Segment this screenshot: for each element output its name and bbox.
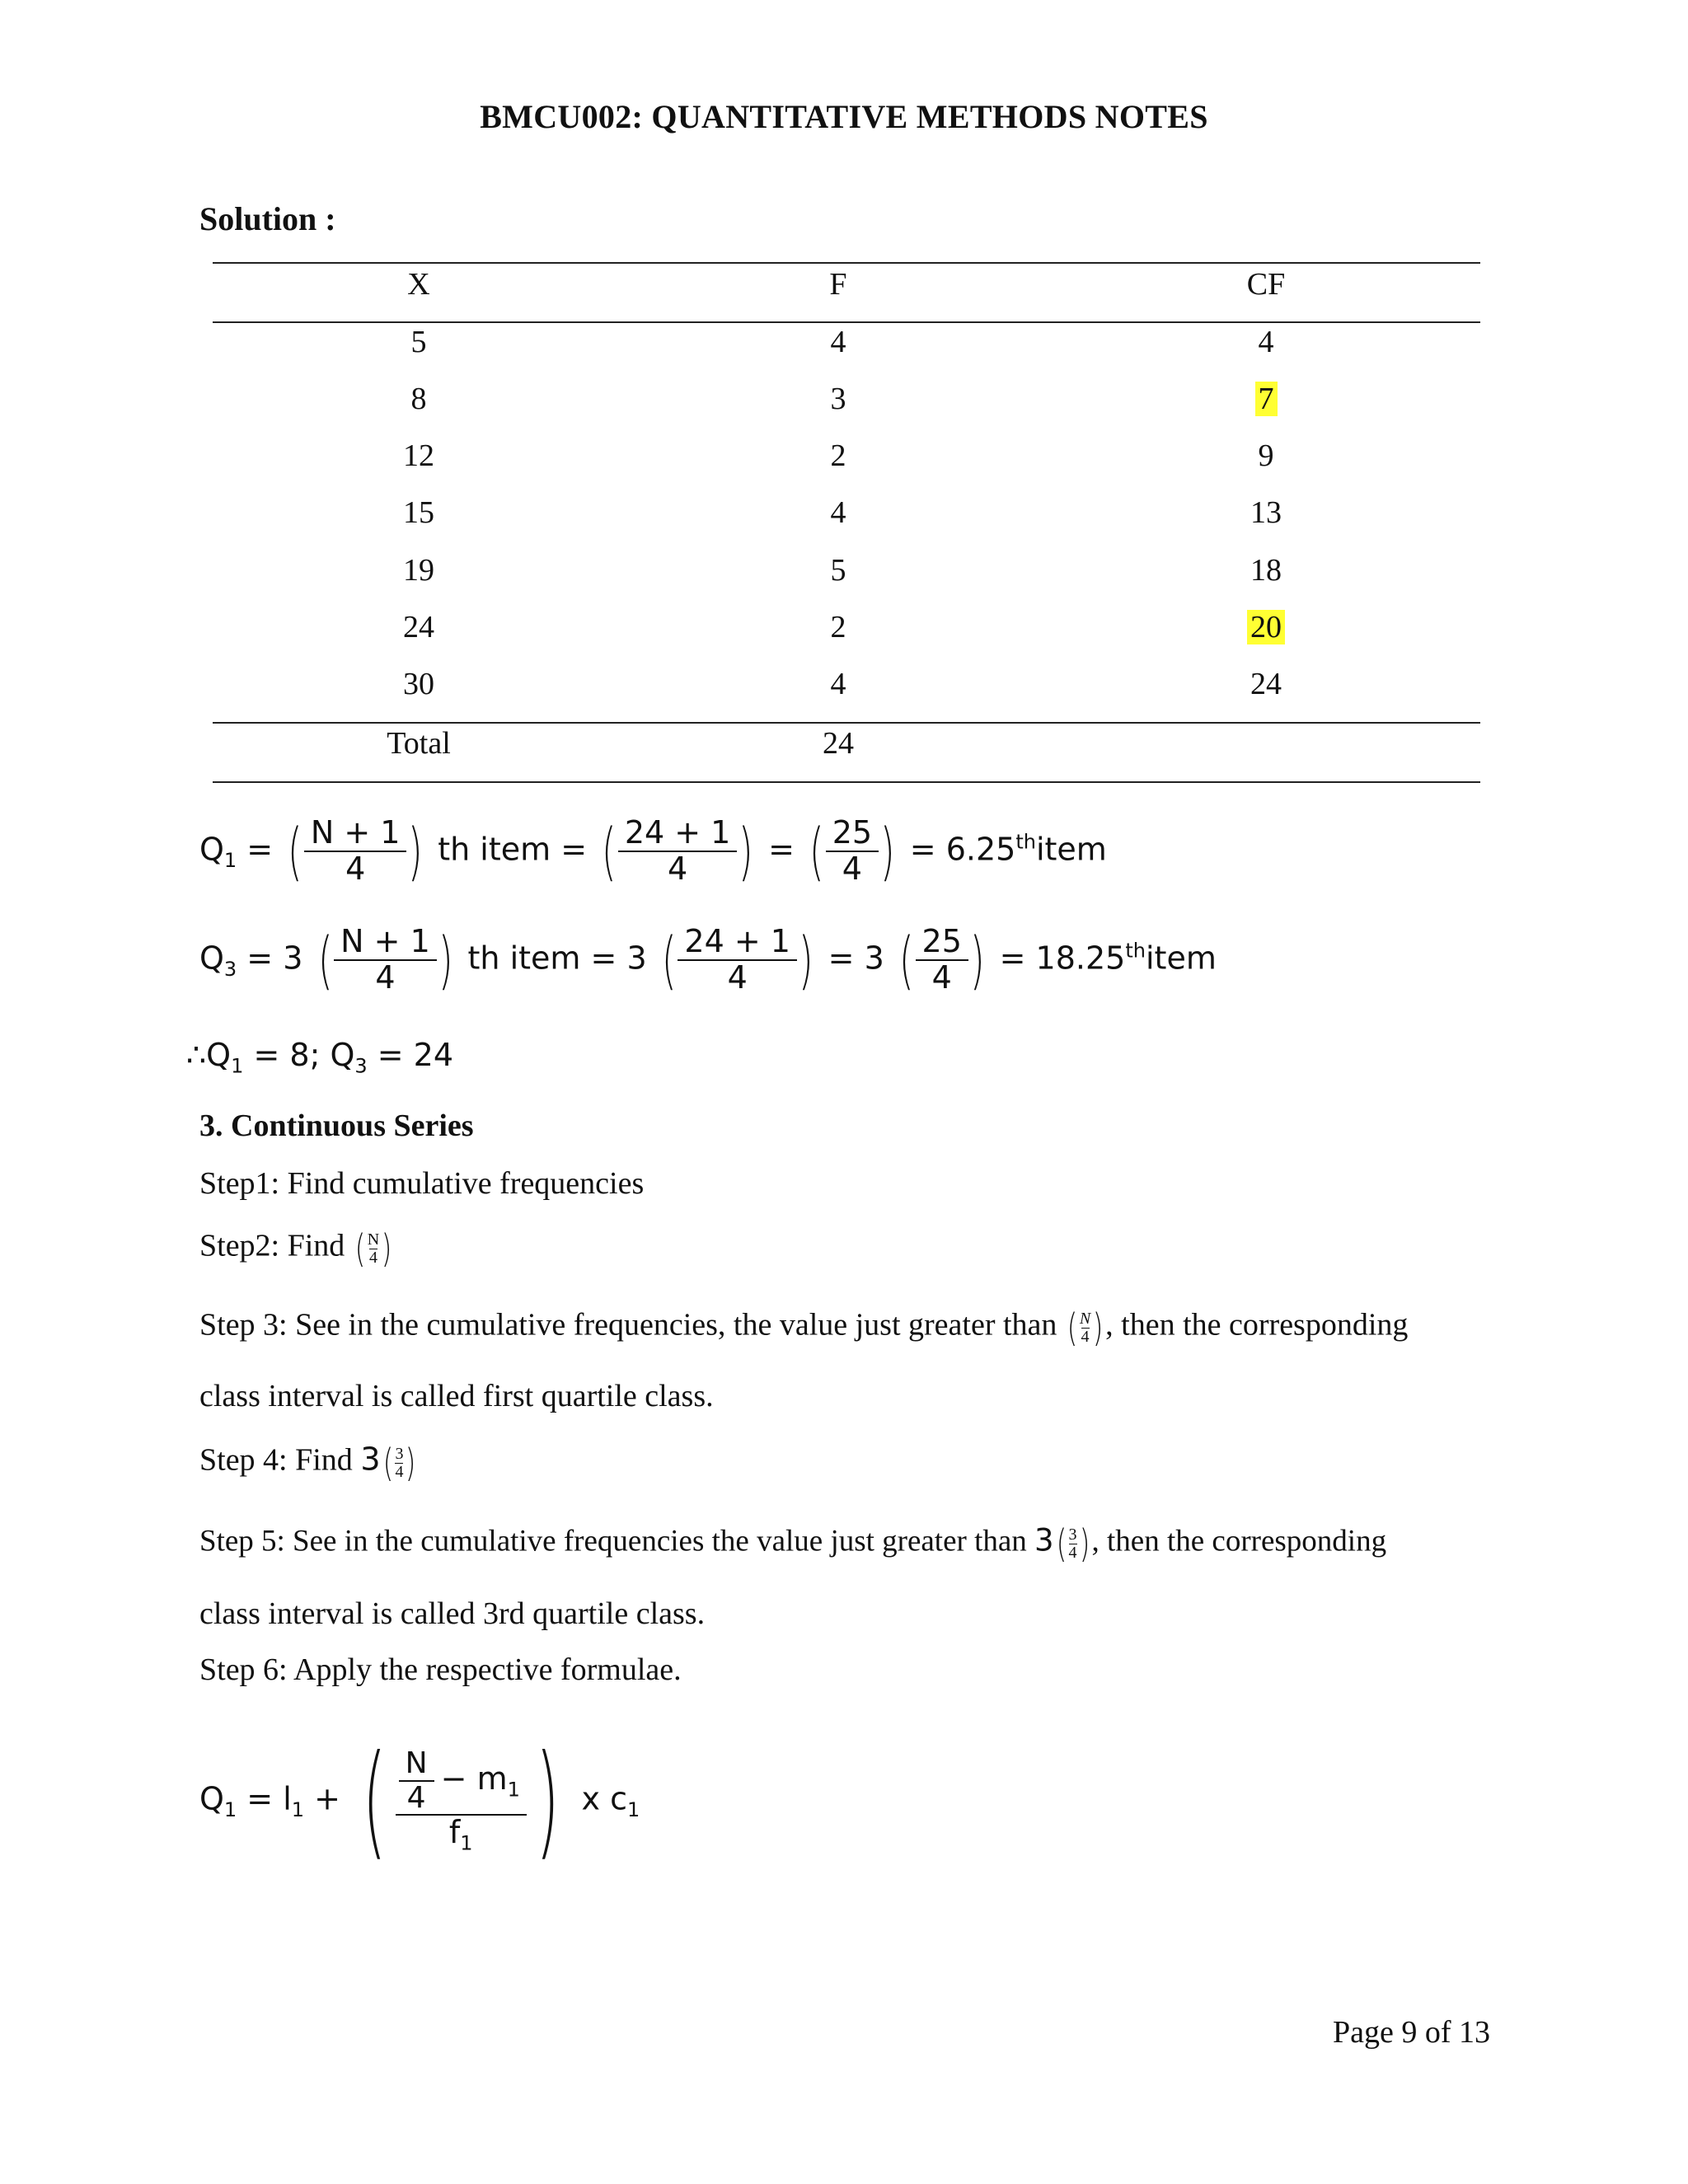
fraction: $\frac{24 + 1}{4}$ (681, 925, 794, 996)
subscript: 3 (223, 957, 237, 981)
cell-x: 5 (410, 325, 427, 359)
column-header-x: X (407, 267, 430, 302)
cell-f: 2 (830, 438, 846, 473)
fraction: $\frac{3}{4}$ (1068, 1525, 1077, 1562)
fraction: $\frac{N + 1}{4}$ (307, 816, 404, 887)
cell-x: 30 (403, 667, 434, 701)
cell-f: 5 (830, 553, 846, 588)
cell-x: 19 (403, 553, 434, 588)
q1-symbol: Q (199, 831, 224, 868)
q3-formula: $Q_3 = 3$ ( $\frac{N + 1}{4}$ ) th item = 3 ( $\frac{24 + 1}{4}$ ) = 3 ( $\frac{25}{4}$ ) = 18.25thitem (199, 922, 1217, 996)
fraction: $\frac{N}{4}$ (1079, 1309, 1091, 1346)
page-title: BMCU002: QUANTITATIVE METHODS NOTES (480, 98, 1208, 135)
compound-fraction: $\frac{N}{4}$ − $m_1$ $f_1$ (399, 1747, 523, 1854)
therefore-line: $\therefore Q_1 = 8$; $Q_3 = 24$ (186, 1037, 454, 1078)
cell-cf: 13 (1250, 495, 1282, 530)
step-3: Step 3: See in the cumulative frequencies, the value just greater than ( $\frac{N}{4}$ ), then the corresponding (199, 1305, 1409, 1350)
page-number: Page 9 of 13 (1332, 2015, 1490, 2050)
step-2: Step2: Find ( $\frac{N}{4}$ ) (199, 1226, 392, 1271)
cell-cf: 9 (1258, 438, 1274, 473)
q1-result: = 6.25 (909, 831, 1016, 868)
q3-symbol: Q (199, 940, 224, 977)
highlighted-value: 7 (1255, 382, 1278, 416)
table-total-rule (213, 722, 1480, 724)
table-header-rule (213, 321, 1480, 323)
cell-cf-highlighted (1184, 609, 1348, 645)
solution-label: Solution : (199, 200, 336, 237)
q1-formula: $Q_1$ = ( $\frac{N + 1}{4}$ ) th item = ( $\frac{24 + 1}{4}$ ) = ( $\frac{25}{4}$ ) = 6.25thitem (199, 813, 1107, 888)
cell-x: 8 (410, 382, 427, 416)
highlighted-value: 20 (1247, 610, 1285, 644)
subscript: 1 (223, 848, 237, 872)
fraction: $\frac{3}{4}$ (395, 1444, 404, 1481)
fraction: $\frac{N + 1}{4}$ (337, 925, 434, 996)
cell-f: 4 (830, 667, 846, 701)
cell-f: 2 (830, 610, 846, 644)
step-5: Step 5: See in the cumulative frequencies the value just greater than 3( $\frac{3}{4}$ ), then the corresponding (199, 1521, 1387, 1566)
th-item-text: th item = (438, 831, 588, 868)
cell-cf: 24 (1250, 667, 1282, 701)
cell-x: 15 (403, 495, 434, 530)
step-4: Step 4: Find 3( $\frac{3}{4}$ ) (199, 1441, 416, 1485)
step-5-continued: class interval is called 3rd quartile class. (199, 1596, 706, 1631)
fraction: $\frac{25}{4}$ (919, 925, 965, 996)
th-item-text: th item = (467, 940, 617, 977)
column-header-f: F (829, 267, 847, 302)
cell-f: 4 (830, 325, 846, 359)
cell-x: 12 (403, 438, 434, 473)
total-value: 24 (823, 726, 854, 761)
column-header-cf: CF (1246, 267, 1286, 302)
cell-x: 24 (403, 610, 434, 644)
fraction: $\frac{N}{4}$ (367, 1230, 380, 1267)
cell-cf-highlighted (1184, 381, 1348, 417)
step-1: Step1: Find cumulative frequencies (199, 1166, 645, 1201)
table-top-rule (213, 262, 1480, 264)
cell-cf: 18 (1250, 553, 1282, 588)
fraction: $\frac{24 + 1}{4}$ (621, 816, 734, 887)
q3-result: = 18.25 (999, 940, 1126, 977)
cell-f: 3 (830, 382, 846, 416)
cell-cf: 4 (1258, 325, 1274, 359)
section-heading: 3. Continuous Series (199, 1108, 474, 1143)
fraction: $\frac{25}{4}$ (829, 816, 875, 887)
total-label: Total (387, 726, 451, 761)
cell-f: 4 (830, 495, 846, 530)
q1-continuous-formula: $Q_1 = l_1$ + ( $\frac{N}{4}$ − $m_1$ $f_1$ ) x $c_1$ (199, 1729, 640, 1872)
step-6: Step 6: Apply the respective formulae. (199, 1652, 682, 1687)
step-3-continued: class interval is called first quartile class. (199, 1379, 714, 1413)
table-bottom-rule (213, 781, 1480, 783)
